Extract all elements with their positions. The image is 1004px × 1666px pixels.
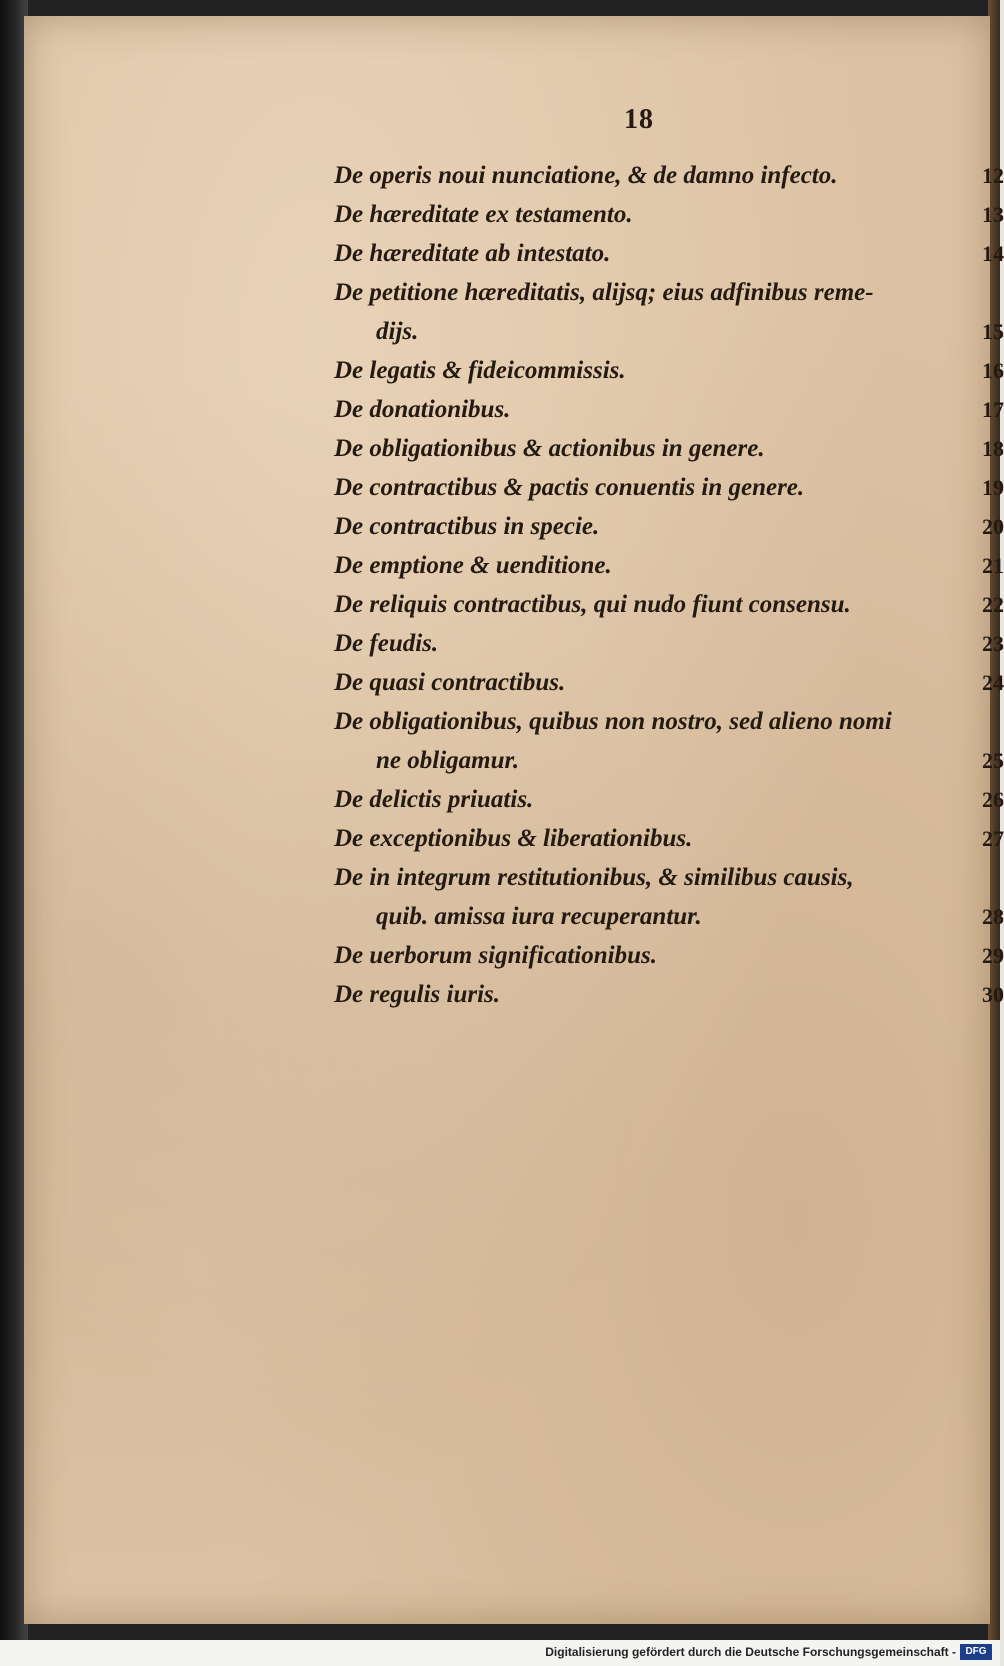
toc-entry-title: De contractibus in specie. bbox=[334, 513, 600, 540]
toc-entry-page: 15 bbox=[982, 319, 1004, 344]
toc-entry bbox=[334, 390, 1004, 429]
toc-entry-page: 21 bbox=[982, 553, 1004, 578]
book-page bbox=[24, 16, 1004, 1624]
toc-entry bbox=[334, 663, 1004, 702]
toc-entry bbox=[334, 975, 1004, 1014]
toc-entry-page: 26 bbox=[982, 787, 1004, 812]
toc-entry-title: De contractibus & pactis conuentis in genere. bbox=[334, 474, 805, 501]
toc-entry-page: 30 bbox=[982, 982, 1004, 1007]
toc-entry-page: 27 bbox=[982, 826, 1004, 851]
toc-entry-page: 25 bbox=[982, 748, 1004, 773]
toc-entry bbox=[334, 585, 1004, 624]
toc-entry-continuation: ne obligamur. bbox=[376, 747, 520, 774]
toc-entry-title: De donationibus. bbox=[334, 396, 511, 423]
toc-entry-page: 22 bbox=[982, 592, 1004, 617]
toc-entry-page: 16 bbox=[982, 358, 1004, 383]
toc-entry bbox=[334, 546, 1004, 585]
toc-entry-title: De operis noui nunciatione, & de damno infecto. bbox=[334, 162, 838, 189]
toc-entry bbox=[334, 429, 1004, 468]
toc-entry-title: De in integrum restitutionibus, & similibus causis, bbox=[334, 864, 854, 891]
toc-entry bbox=[334, 273, 1004, 351]
toc-entry-continuation: quib. amissa iura recuperantur. bbox=[376, 903, 702, 930]
toc-entry bbox=[334, 156, 1004, 195]
dfg-logo: DFG bbox=[960, 1644, 992, 1660]
toc-entry-page: 14 bbox=[982, 241, 1004, 266]
toc-entry-title: De quasi contractibus. bbox=[334, 669, 566, 696]
toc-entry bbox=[334, 702, 1004, 780]
toc-entry bbox=[334, 351, 1004, 390]
toc-entry bbox=[334, 234, 1004, 273]
toc-entry-title: De reliquis contractibus, qui nudo fiunt consensu. bbox=[334, 591, 851, 618]
funding-credit: Digitalisierung gefördert durch die Deutsche Forschungsgemeinschaft - bbox=[545, 1645, 956, 1659]
toc-entry-title: De emptione & uenditione. bbox=[334, 552, 612, 579]
toc-entry-title: De exceptionibus & liberationibus. bbox=[334, 825, 693, 852]
toc-entry-title: De uerborum significationibus. bbox=[334, 942, 657, 969]
toc-entry-title: De obligationibus & actionibus in genere. bbox=[334, 435, 765, 462]
toc-entry-title: De delictis priuatis. bbox=[334, 786, 534, 813]
toc-entry-title: De hæreditate ex testamento. bbox=[334, 201, 633, 228]
toc-entry-page: 13 bbox=[982, 202, 1004, 227]
toc-entry bbox=[334, 507, 1004, 546]
footer-bar bbox=[0, 1640, 1000, 1666]
toc-entry-page: 28 bbox=[982, 904, 1004, 929]
toc-entry-page: 19 bbox=[982, 475, 1004, 500]
toc-entry-page: 17 bbox=[982, 397, 1004, 422]
toc-entry bbox=[334, 780, 1004, 819]
toc-entry-page: 23 bbox=[982, 631, 1004, 656]
table-of-contents bbox=[334, 156, 1004, 1014]
toc-entry-title: De hæreditate ab intestato. bbox=[334, 240, 611, 267]
toc-entry bbox=[334, 468, 1004, 507]
toc-entry-page: 29 bbox=[982, 943, 1004, 968]
toc-entry-page: 12 bbox=[982, 163, 1004, 188]
toc-entry bbox=[334, 819, 1004, 858]
toc-entry-title: De petitione hæreditatis, alijsq; eius adfinibus reme- bbox=[334, 279, 874, 306]
toc-entry-page: 20 bbox=[982, 514, 1004, 539]
toc-entry bbox=[334, 624, 1004, 663]
toc-entry-continuation: dijs. bbox=[376, 318, 419, 345]
toc-entry bbox=[334, 858, 1004, 936]
toc-entry-title: De obligationibus, quibus non nostro, sed alieno nomi bbox=[334, 708, 892, 735]
page-number: 18 bbox=[624, 104, 654, 135]
toc-entry-title: De legatis & fideicommissis. bbox=[334, 357, 626, 384]
toc-entry bbox=[334, 195, 1004, 234]
toc-entry-title: De feudis. bbox=[334, 630, 439, 657]
toc-entry-page: 24 bbox=[982, 670, 1004, 695]
toc-entry-page: 18 bbox=[982, 436, 1004, 461]
toc-entry bbox=[334, 936, 1004, 975]
toc-entry-title: De regulis iuris. bbox=[334, 981, 501, 1008]
